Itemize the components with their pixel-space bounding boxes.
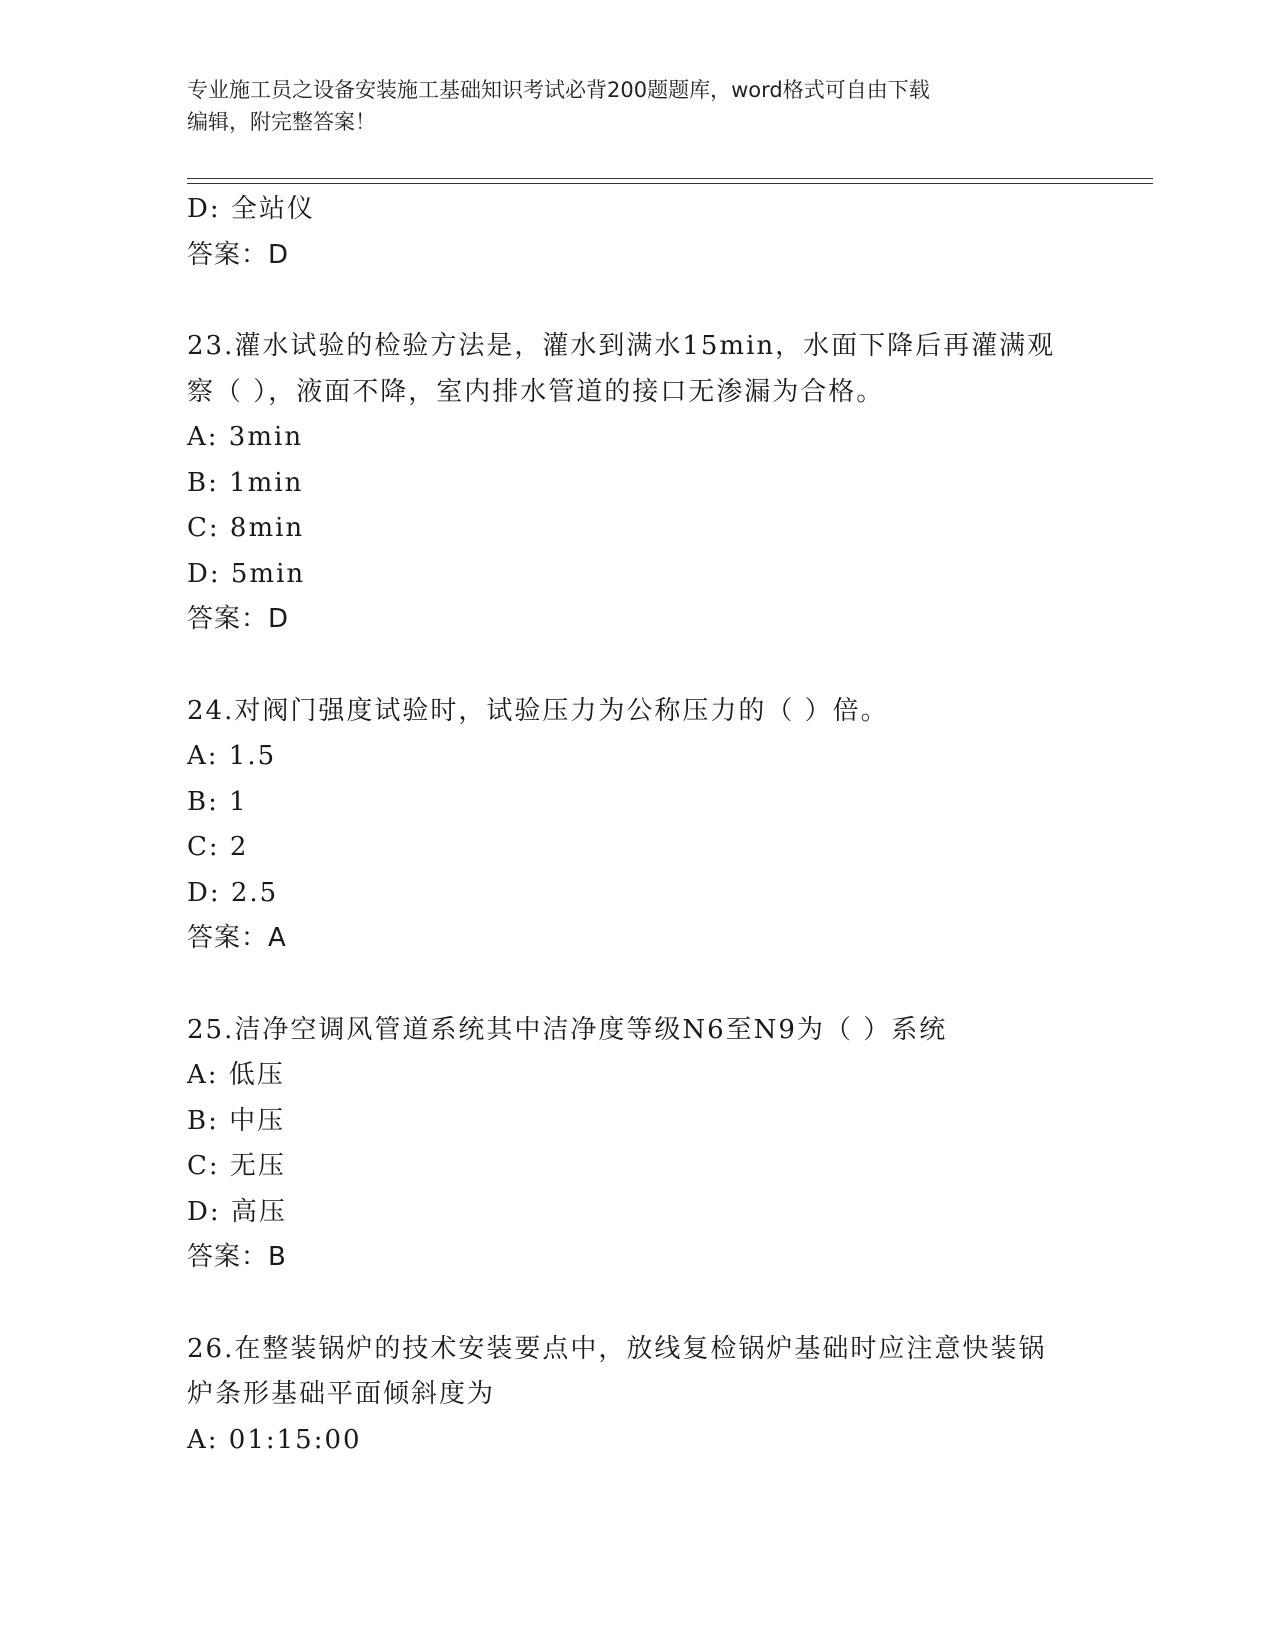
document-header: [187, 74, 1067, 138]
question-stem-line: 炉条形基础平面倾斜度为: [187, 1379, 496, 1409]
header-line-2: 编辑，附完整答案！: [187, 110, 376, 134]
question-26: [187, 1327, 1087, 1464]
spacer: [187, 962, 1087, 1008]
spacer: [187, 643, 1087, 689]
question-stem-line: 23.灌水试验的检验方法是，灌水到满水15min，水面下降后再灌满观: [187, 331, 1056, 361]
header-line-1: 专业施工员之设备安装施工基础知识考试必背200题题库，word格式可自由下载: [187, 78, 930, 102]
option-a: A: 1.5: [187, 741, 277, 771]
answer-line: 答案：D: [187, 239, 290, 270]
header-divider-top: [187, 178, 1153, 179]
spacer: [187, 1281, 1087, 1327]
option-b: B: 1min: [187, 467, 304, 498]
option-a: A: 低压: [187, 1060, 285, 1090]
question-stem-line: 察（ ），液面不降，室内排水管道的接口无渗漏为合格。: [187, 376, 885, 407]
option-b: B: 1: [187, 786, 248, 817]
option-a: A: 01:15:00: [187, 1424, 362, 1455]
option-d: D: 2.5: [187, 877, 279, 908]
header-divider-bottom: [187, 183, 1153, 184]
question-stem-line: 26.在整装锅炉的技术安装要点中，放线复检锅炉基础时应注意快装锅: [187, 1333, 1047, 1364]
question-23: [187, 324, 1087, 643]
option-line: D: 全站仪: [187, 194, 315, 224]
option-a: A: 3min: [187, 422, 304, 452]
option-b: B: 中压: [187, 1105, 286, 1136]
option-c: C: 8min: [187, 513, 305, 543]
option-d: D: 5min: [187, 558, 306, 589]
question-24: [187, 689, 1087, 962]
spacer: [187, 278, 1087, 324]
option-c: C: 2: [187, 832, 249, 862]
question-stem-line: 25.洁净空调风管道系统其中洁净度等级N6至N9为（ ）系统: [187, 1014, 948, 1045]
answer-line: 答案：D: [187, 604, 290, 634]
option-d: D: 高压: [187, 1196, 287, 1227]
document-body: [187, 187, 1087, 1463]
option-c: C: 无压: [187, 1151, 286, 1181]
question-25: [187, 1008, 1087, 1281]
answer-line: 答案：A: [187, 923, 287, 953]
answer-line: 答案：B: [187, 1242, 287, 1272]
question-stem-line: 24.对阀门强度试验时，试验压力为公称压力的（ ）倍。: [187, 695, 889, 726]
